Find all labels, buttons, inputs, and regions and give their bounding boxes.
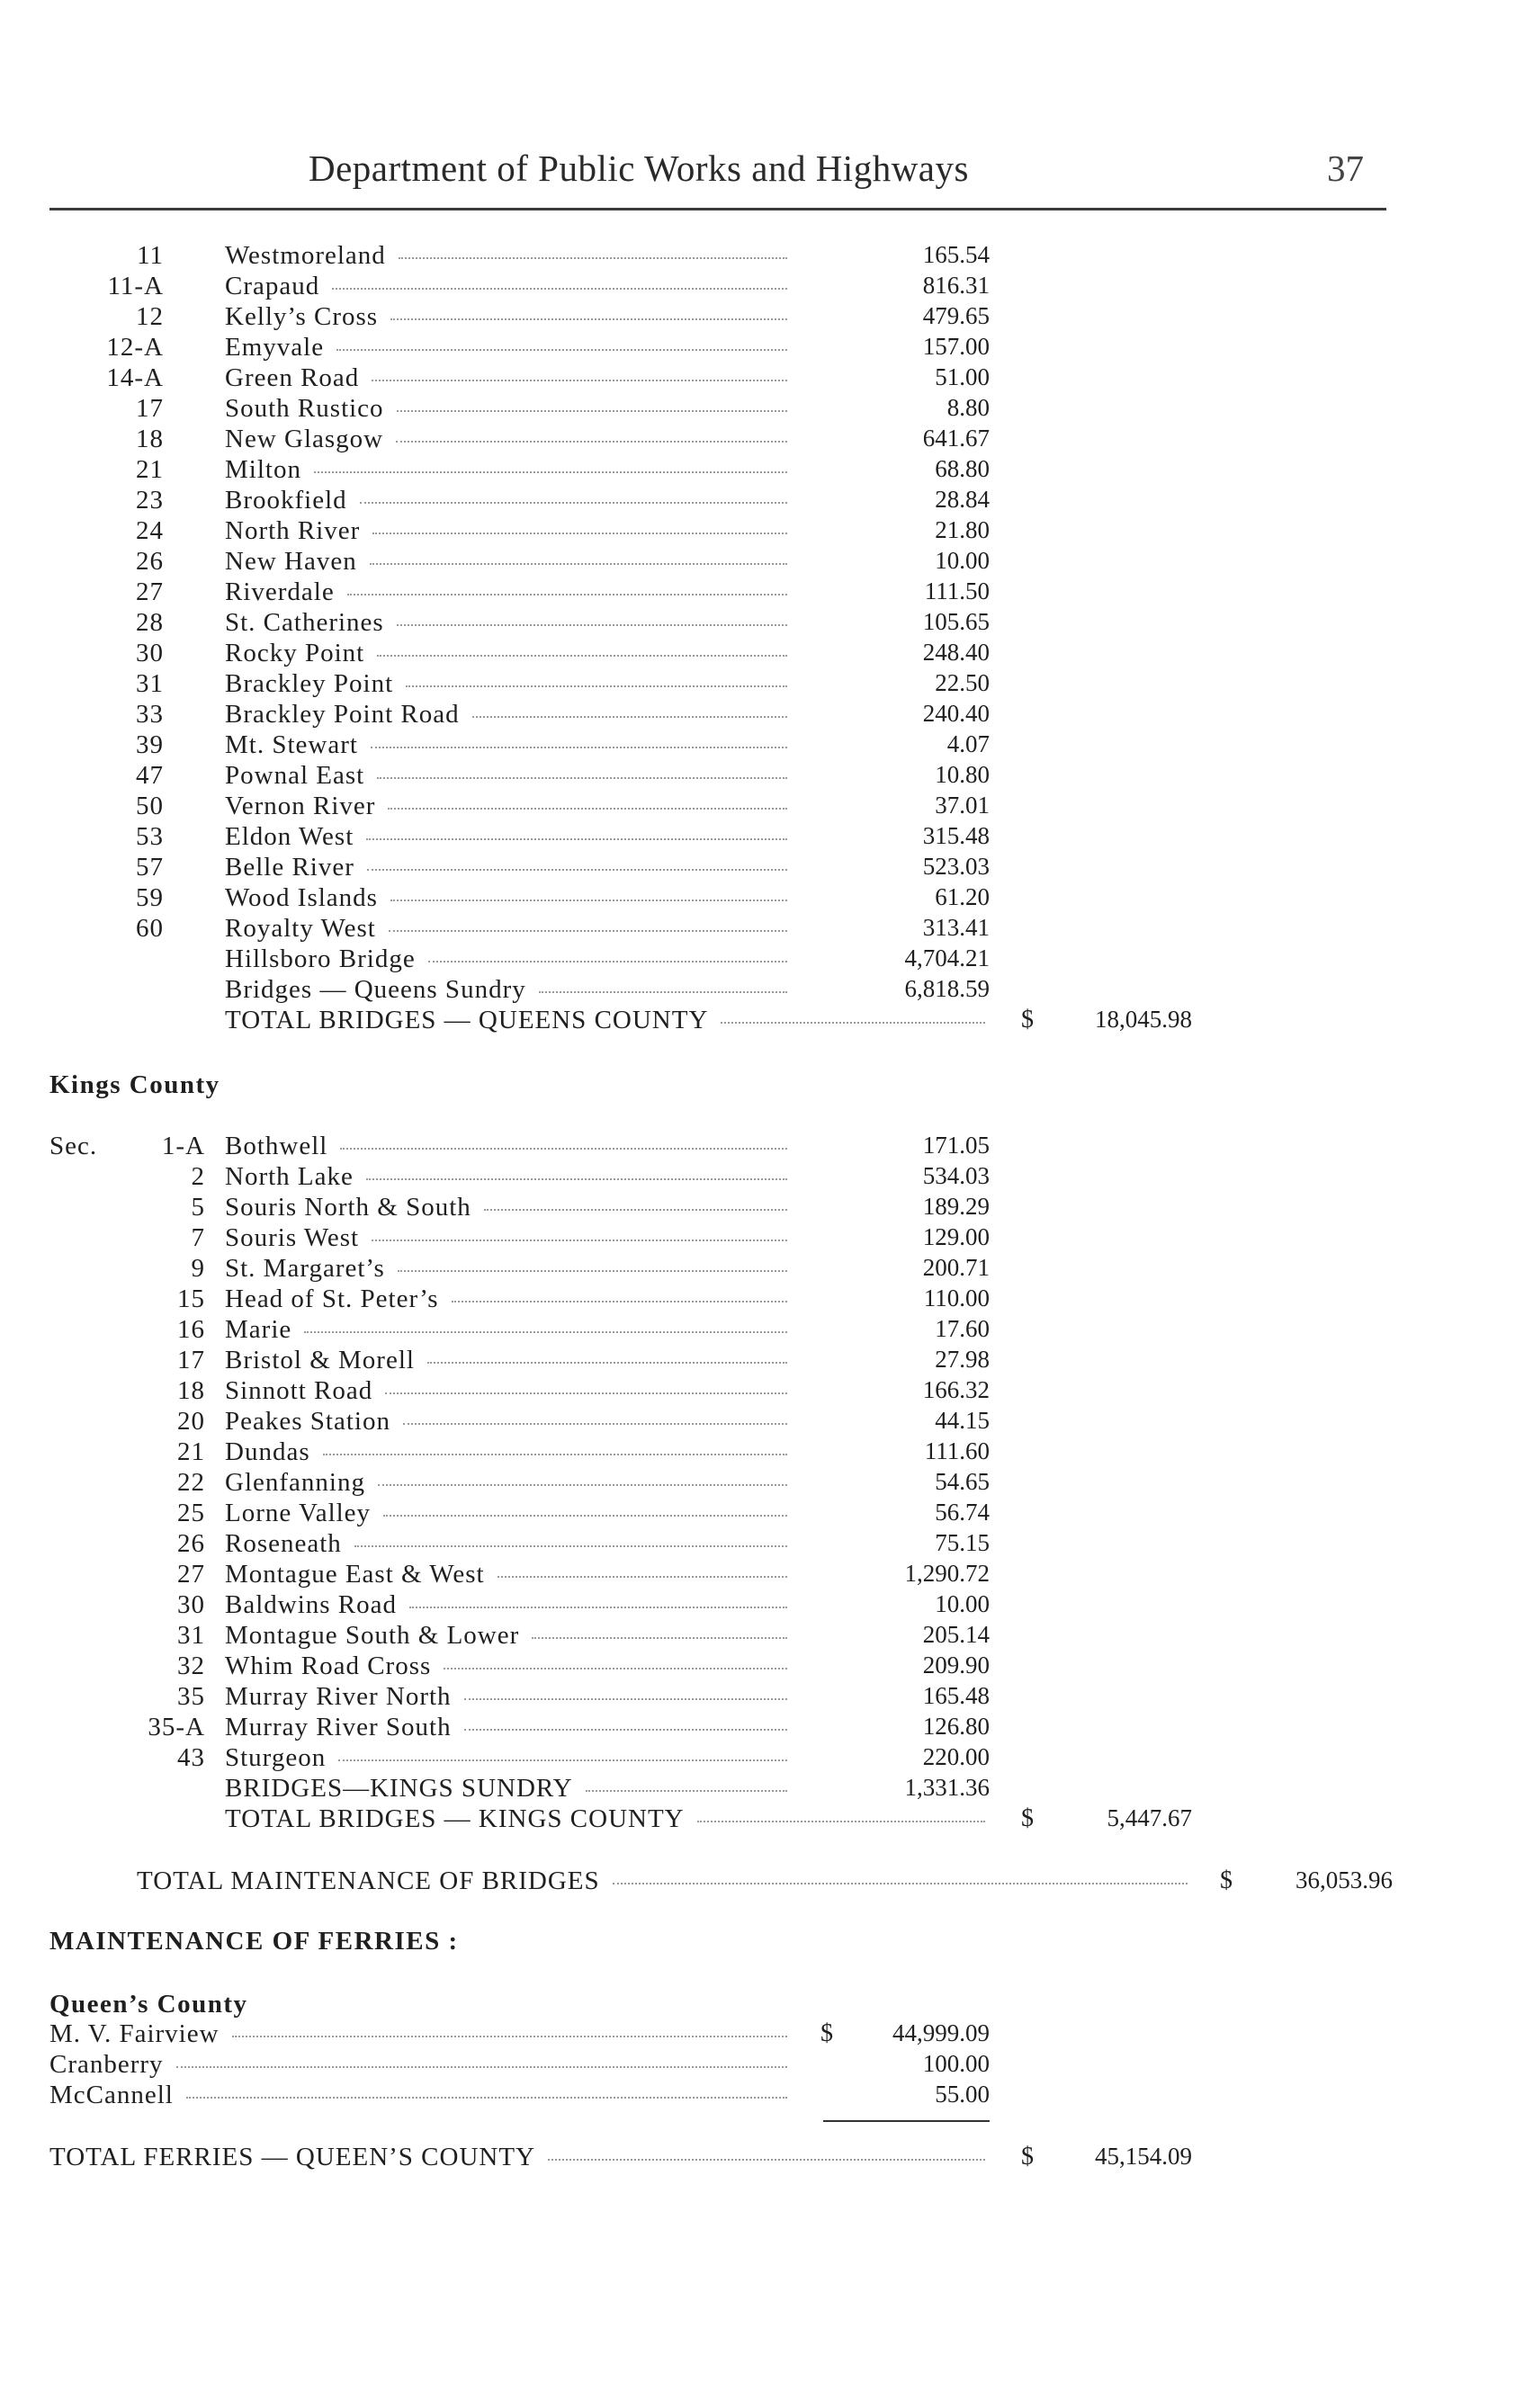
- item-name: Emyvale: [225, 333, 325, 362]
- amount: 189.29: [922, 1193, 990, 1220]
- queens_bridges-row: [0, 516, 1524, 547]
- section-number: 60: [136, 914, 164, 943]
- queens_bridges-row: [0, 486, 1524, 516]
- section-number: 18: [177, 1376, 205, 1405]
- page-number: 37: [1327, 148, 1364, 189]
- amount: 240.40: [922, 700, 990, 727]
- dot-leader: [388, 808, 787, 810]
- kings_bridges-row: [0, 1743, 1524, 1774]
- amount: 10.80: [935, 761, 990, 788]
- dot-leader: [366, 838, 787, 840]
- kings_bridges-row: [0, 1346, 1524, 1376]
- section-number: 28: [136, 608, 164, 637]
- item-name: Head of St. Peter’s: [225, 1285, 439, 1313]
- kings_bridges-row: [0, 1132, 1524, 1162]
- kings_bridges-row: [0, 1468, 1524, 1499]
- currency-sign: $: [1021, 2143, 1035, 2171]
- dot-leader: [378, 1484, 787, 1486]
- dot-leader: [360, 502, 787, 504]
- queens_bridges-row: [0, 425, 1524, 455]
- dot-leader: [232, 2036, 787, 2037]
- section-number: 14-A: [106, 363, 164, 392]
- section-number: 53: [136, 822, 164, 851]
- dot-leader: [397, 624, 787, 626]
- dot-leader: [354, 1545, 787, 1547]
- item-name: South Rustico: [225, 394, 384, 423]
- dot-leader: [304, 1331, 787, 1333]
- amount: 56.74: [935, 1499, 990, 1526]
- item-name: Lorne Valley: [225, 1499, 372, 1527]
- section-number: 27: [136, 577, 164, 606]
- amount: 641.67: [922, 425, 990, 452]
- amount: 157.00: [922, 333, 990, 360]
- section-number: 23: [136, 486, 164, 515]
- amount: 534.03: [922, 1162, 990, 1189]
- section-number: 59: [136, 883, 164, 912]
- item-name: Pownal East: [225, 761, 365, 790]
- dot-leader: [427, 1362, 787, 1364]
- dot-leader: [372, 533, 787, 534]
- ferries-row: [0, 2081, 1524, 2111]
- item-name: Royalty West: [225, 914, 376, 943]
- item-name: Cranberry: [49, 2050, 164, 2079]
- section-number: 20: [177, 1407, 205, 1436]
- ferries-queens-heading: Queen’s County: [49, 1990, 248, 2019]
- item-name: Crapaud: [225, 272, 320, 300]
- section-number: 26: [177, 1529, 205, 1558]
- amount: 110.00: [923, 1285, 990, 1311]
- kings-total-row: [0, 1804, 1524, 1835]
- dot-leader: [397, 410, 787, 412]
- kings_bridges-row: [0, 1652, 1524, 1682]
- queens_bridges-row: [0, 608, 1524, 639]
- item-name: Westmoreland: [225, 241, 386, 270]
- dot-leader: [399, 257, 787, 259]
- amount: 166.32: [922, 1376, 990, 1403]
- dot-leader: [370, 563, 787, 565]
- kings-county-heading: Kings County: [49, 1070, 220, 1099]
- queens_bridges-row: [0, 700, 1524, 730]
- item-name: Souris West: [225, 1223, 360, 1252]
- section-number: 24: [136, 516, 164, 545]
- kings_bridges-row: [0, 1682, 1524, 1713]
- section-number: 31: [136, 669, 164, 698]
- section-number: 33: [136, 700, 164, 729]
- queens_bridges-row: [0, 455, 1524, 486]
- total-amount: 5,447.67: [1107, 1804, 1192, 1831]
- kings_bridges-row: [0, 1590, 1524, 1621]
- item-name: Wood Islands: [225, 883, 378, 912]
- amount: 17.60: [935, 1315, 990, 1342]
- item-name: Belle River: [225, 853, 354, 882]
- section-number: 32: [177, 1652, 205, 1680]
- item-name: St. Catherines: [225, 608, 384, 637]
- kings_bridges-row: [0, 1285, 1524, 1315]
- dot-leader: [444, 1668, 787, 1669]
- section-number: 11-A: [107, 272, 164, 300]
- section-number: 17: [177, 1346, 205, 1374]
- amount: 129.00: [922, 1223, 990, 1250]
- item-name: New Glasgow: [225, 425, 384, 453]
- section-number: 27: [177, 1560, 205, 1589]
- dot-leader: [396, 441, 787, 443]
- currency-sign: $: [1021, 1804, 1035, 1832]
- kings_bridges-row: [0, 1254, 1524, 1285]
- amount: 44,999.09: [892, 2019, 990, 2046]
- queens_bridges-row: [0, 944, 1524, 975]
- item-name: Milton: [225, 455, 301, 484]
- amount: 523.03: [922, 853, 990, 880]
- kings_bridges-row: [0, 1407, 1524, 1437]
- queens_bridges-row: [0, 883, 1524, 914]
- dot-leader: [390, 318, 787, 320]
- item-name: Bridges — Queens Sundry: [225, 975, 526, 1004]
- item-name: Dundas: [225, 1437, 310, 1466]
- section-number: 18: [136, 425, 164, 453]
- dot-leader: [428, 961, 787, 962]
- item-name: Vernon River: [225, 792, 376, 820]
- item-name: North Lake: [225, 1162, 354, 1191]
- kings_bridges-row: [0, 1621, 1524, 1652]
- dot-leader: [186, 2097, 787, 2099]
- dot-leader: [406, 685, 787, 687]
- queens_bridges-row: [0, 302, 1524, 333]
- section-number: 26: [136, 547, 164, 576]
- kings_bridges-row: [0, 1774, 1524, 1804]
- amount: 55.00: [935, 2081, 990, 2108]
- queens_bridges-row: [0, 761, 1524, 792]
- amount: 4,704.21: [904, 944, 990, 971]
- queens_bridges-row: [0, 241, 1524, 272]
- item-name: Murray River South: [225, 1713, 452, 1741]
- dot-leader: [377, 777, 787, 779]
- kings_bridges-row: [0, 1560, 1524, 1590]
- amount: 126.80: [922, 1713, 990, 1740]
- section-number: 5: [191, 1193, 205, 1222]
- amount: 68.80: [935, 455, 990, 482]
- section-number: 12: [136, 302, 164, 331]
- item-name: McCannell: [49, 2081, 174, 2109]
- dot-leader: [340, 1148, 787, 1150]
- queens_bridges-row: [0, 363, 1524, 394]
- dot-leader: [372, 380, 787, 381]
- dot-leader: [389, 930, 787, 932]
- queens_bridges-row: [0, 577, 1524, 608]
- section-number: 43: [177, 1743, 205, 1772]
- item-name: Glenfanning: [225, 1468, 365, 1497]
- dot-leader: [398, 1270, 787, 1272]
- item-name: Montague South & Lower: [225, 1621, 520, 1650]
- section-number: 21: [136, 455, 164, 484]
- amount: 111.60: [924, 1437, 990, 1464]
- amount: 220.00: [922, 1743, 990, 1770]
- queens_bridges-row: [0, 669, 1524, 700]
- total-label: TOTAL BRIDGES — KINGS COUNTY: [225, 1804, 685, 1833]
- queens_bridges-row: [0, 272, 1524, 302]
- kings_bridges-row: [0, 1529, 1524, 1560]
- item-name: Peakes Station: [225, 1407, 390, 1436]
- amount: 1,290.72: [904, 1560, 990, 1587]
- item-name: Sturgeon: [225, 1743, 327, 1772]
- dot-leader: [403, 1423, 787, 1425]
- amount: 37.01: [935, 792, 990, 819]
- amount: 22.50: [935, 669, 990, 696]
- kings_bridges-row: [0, 1713, 1524, 1743]
- queens_bridges-row: [0, 853, 1524, 883]
- amount: 816.31: [922, 272, 990, 299]
- total-label: TOTAL BRIDGES — QUEENS COUNTY: [225, 1006, 709, 1034]
- ferries-heading: MAINTENANCE OF FERRIES :: [49, 1927, 459, 1956]
- item-name: Baldwins Road: [225, 1590, 398, 1619]
- amount: 105.65: [922, 608, 990, 635]
- total-label: TOTAL MAINTENANCE OF BRIDGES: [137, 1866, 600, 1895]
- amount: 248.40: [922, 639, 990, 666]
- amount: 165.54: [922, 241, 990, 268]
- dot-leader: [176, 2066, 787, 2068]
- item-name: Montague East & West: [225, 1560, 485, 1589]
- dot-leader: [323, 1454, 787, 1455]
- amount: 27.98: [935, 1346, 990, 1373]
- kings_bridges-row: [0, 1437, 1524, 1468]
- amount: 315.48: [922, 822, 990, 849]
- item-name: St. Margaret’s: [225, 1254, 385, 1283]
- amount: 44.15: [935, 1407, 990, 1434]
- amount: 28.84: [935, 486, 990, 513]
- dot-leader: [338, 1759, 787, 1761]
- item-name: Roseneath: [225, 1529, 342, 1558]
- dot-leader: [347, 594, 787, 595]
- queens_bridges-row: [0, 547, 1524, 577]
- section-number: 7: [191, 1223, 205, 1252]
- item-name: Bothwell: [225, 1132, 328, 1160]
- queens_bridges-row: [0, 730, 1524, 761]
- item-name: North River: [225, 516, 361, 545]
- ferries-total-row: [0, 2143, 1524, 2173]
- amount: 10.00: [935, 1590, 990, 1617]
- kings_bridges-row: [0, 1162, 1524, 1193]
- item-name: Brackley Point Road: [225, 700, 460, 729]
- queens_bridges-row: [0, 639, 1524, 669]
- section-number: 57: [136, 853, 164, 882]
- currency-sign: $: [1220, 1866, 1233, 1894]
- amount: 21.80: [935, 516, 990, 543]
- section-number: 35: [177, 1682, 205, 1711]
- amount: 61.20: [935, 883, 990, 910]
- dot-leader: [385, 1392, 787, 1394]
- amount: 75.15: [935, 1529, 990, 1556]
- section-number: 1-A: [161, 1132, 205, 1160]
- item-name: Bristol & Morell: [225, 1346, 415, 1374]
- item-name: Eldon West: [225, 822, 354, 851]
- section-number: 21: [177, 1437, 205, 1466]
- item-name: Rocky Point: [225, 639, 365, 667]
- queens_bridges-row: [0, 792, 1524, 822]
- dot-leader: [390, 900, 787, 901]
- header-rule: [49, 208, 1386, 210]
- section-number: 47: [136, 761, 164, 790]
- kings_bridges-row: [0, 1223, 1524, 1254]
- item-name: Sinnott Road: [225, 1376, 373, 1405]
- item-name: New Haven: [225, 547, 357, 576]
- section-number: 2: [191, 1162, 205, 1191]
- total-label: TOTAL FERRIES — QUEEN’S COUNTY: [49, 2143, 536, 2171]
- item-name: Marie: [225, 1315, 292, 1344]
- amount: 51.00: [935, 363, 990, 390]
- amount: 4.07: [946, 730, 990, 757]
- amount: 171.05: [922, 1132, 990, 1159]
- dot-leader: [613, 1883, 1188, 1884]
- item-name: Riverdale: [225, 577, 335, 606]
- dot-leader: [367, 869, 787, 871]
- item-name: BRIDGES—KINGS SUNDRY: [225, 1774, 573, 1803]
- item-name: Souris North & South: [225, 1193, 471, 1222]
- item-name: Murray River North: [225, 1682, 452, 1711]
- item-name: M. V. Fairview: [49, 2019, 220, 2048]
- currency-sign: $: [820, 2019, 834, 2047]
- queens_bridges-row: [0, 822, 1524, 853]
- dot-leader: [314, 471, 787, 473]
- section-number: 31: [177, 1621, 205, 1650]
- dot-leader: [336, 349, 787, 351]
- item-name: Brookfield: [225, 486, 347, 515]
- amount: 100.00: [922, 2050, 990, 2077]
- section-number: 11: [137, 241, 164, 270]
- total-amount: 18,045.98: [1095, 1006, 1192, 1033]
- section-number: 22: [177, 1468, 205, 1497]
- amount: 205.14: [922, 1621, 990, 1648]
- queens_bridges-row: [0, 975, 1524, 1006]
- section-number: 35-A: [148, 1713, 205, 1741]
- amount: 6,818.59: [904, 975, 990, 1002]
- kings_bridges-row: [0, 1499, 1524, 1529]
- kings-sec-prefix: Sec.: [49, 1132, 98, 1160]
- section-number: 39: [136, 730, 164, 759]
- item-name: Whim Road Cross: [225, 1652, 432, 1680]
- queens_bridges-row: [0, 333, 1524, 363]
- section-number: 30: [136, 639, 164, 667]
- kings_bridges-row: [0, 1376, 1524, 1407]
- queens_bridges-row: [0, 394, 1524, 425]
- item-name: Kelly’s Cross: [225, 302, 379, 331]
- section-number: 50: [136, 792, 164, 820]
- item-name: Brackley Point: [225, 669, 394, 698]
- total-amount: 45,154.09: [1095, 2143, 1192, 2170]
- page-title: Department of Public Works and Highways: [309, 148, 969, 189]
- dot-leader: [383, 1515, 787, 1517]
- dot-leader: [372, 1240, 787, 1241]
- section-number: 25: [177, 1499, 205, 1527]
- item-name: Mt. Stewart: [225, 730, 358, 759]
- amount: 200.71: [922, 1254, 990, 1281]
- amount: 479.65: [922, 302, 990, 329]
- ferries-row: [0, 2050, 1524, 2081]
- section-number: 17: [136, 394, 164, 423]
- item-name: Hillsboro Bridge: [225, 944, 416, 973]
- amount: 313.41: [922, 914, 990, 941]
- ferries-sum-rule: [823, 2120, 990, 2122]
- kings_bridges-row: [0, 1193, 1524, 1223]
- amount: 1,331.36: [904, 1774, 990, 1801]
- dot-leader: [371, 747, 787, 748]
- dot-leader: [366, 1178, 787, 1180]
- amount: 111.50: [924, 577, 990, 604]
- dot-leader: [548, 2159, 985, 2161]
- dot-leader: [332, 288, 787, 290]
- amount: 165.48: [922, 1682, 990, 1709]
- currency-sign: $: [1021, 1006, 1035, 1034]
- section-number: 9: [191, 1254, 205, 1283]
- section-number: 12-A: [106, 333, 164, 362]
- dot-leader: [409, 1607, 787, 1608]
- amount: 8.80: [946, 394, 990, 421]
- kings_bridges-row: [0, 1315, 1524, 1346]
- dot-leader: [377, 655, 787, 657]
- queens-total-row: [0, 1006, 1524, 1036]
- total-amount: 36,053.96: [1295, 1866, 1393, 1893]
- section-number: 30: [177, 1590, 205, 1619]
- item-name: Green Road: [225, 363, 360, 392]
- amount: 10.00: [935, 547, 990, 574]
- section-number: 15: [177, 1285, 205, 1313]
- amount: 54.65: [935, 1468, 990, 1495]
- section-number: 16: [177, 1315, 205, 1344]
- amount: 209.90: [922, 1652, 990, 1678]
- maintenance-total-row: [0, 1866, 1524, 1897]
- ferries-row: [0, 2019, 1524, 2050]
- queens_bridges-row: [0, 914, 1524, 944]
